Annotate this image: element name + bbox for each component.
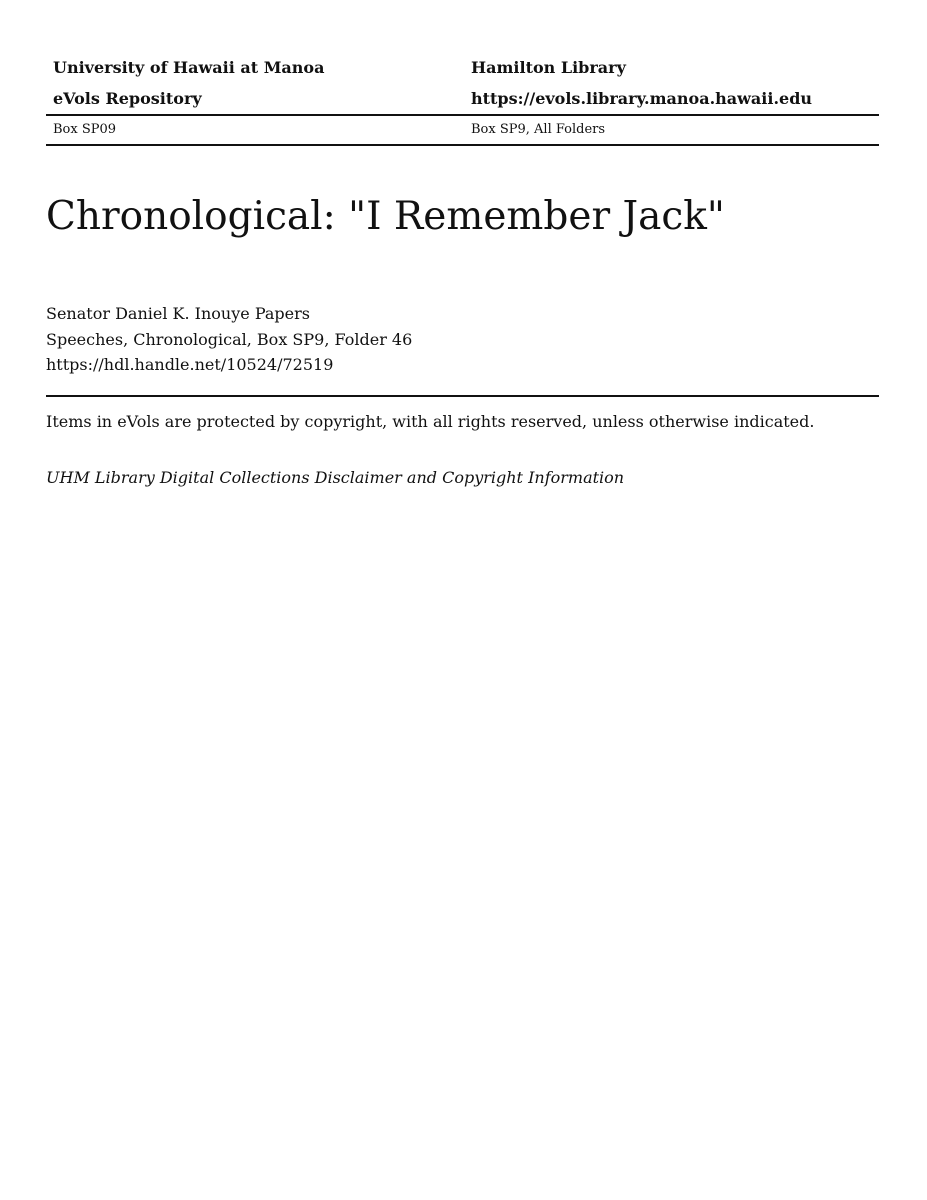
header-row-1 bbox=[46, 52, 879, 83]
repository-url-link[interactable]: https://evols.library.manoa.hawaii.edu bbox=[471, 89, 813, 108]
header-bottom-divider bbox=[46, 144, 879, 146]
document-title: Chronological: "I Remember Jack" bbox=[46, 194, 725, 239]
folder-range-label: Box SP9, All Folders bbox=[471, 122, 606, 137]
rights-statement: Items in eVols are protected by copyright, with all rights reserved, unless otherwise indicated. bbox=[46, 412, 815, 431]
header-row-3 bbox=[46, 116, 879, 144]
folder-location: Speeches, Chronological, Box SP9, Folder 46 bbox=[46, 329, 413, 349]
document-metadata bbox=[46, 301, 412, 378]
repository-name: eVols Repository bbox=[53, 89, 202, 108]
header-table bbox=[46, 52, 879, 146]
handle-link[interactable]: https://hdl.handle.net/10524/72519 bbox=[46, 355, 334, 374]
collection-name: Senator Daniel K. Inouye Papers bbox=[46, 304, 310, 323]
library-name: Hamilton Library bbox=[471, 58, 626, 77]
section-divider bbox=[46, 395, 879, 397]
disclaimer-link[interactable]: UHM Library Digital Collections Disclaimer and Copyright Information bbox=[46, 468, 625, 487]
box-label: Box SP09 bbox=[53, 122, 117, 137]
header-row-2 bbox=[46, 83, 879, 114]
institution-name: University of Hawaii at Manoa bbox=[53, 58, 325, 77]
